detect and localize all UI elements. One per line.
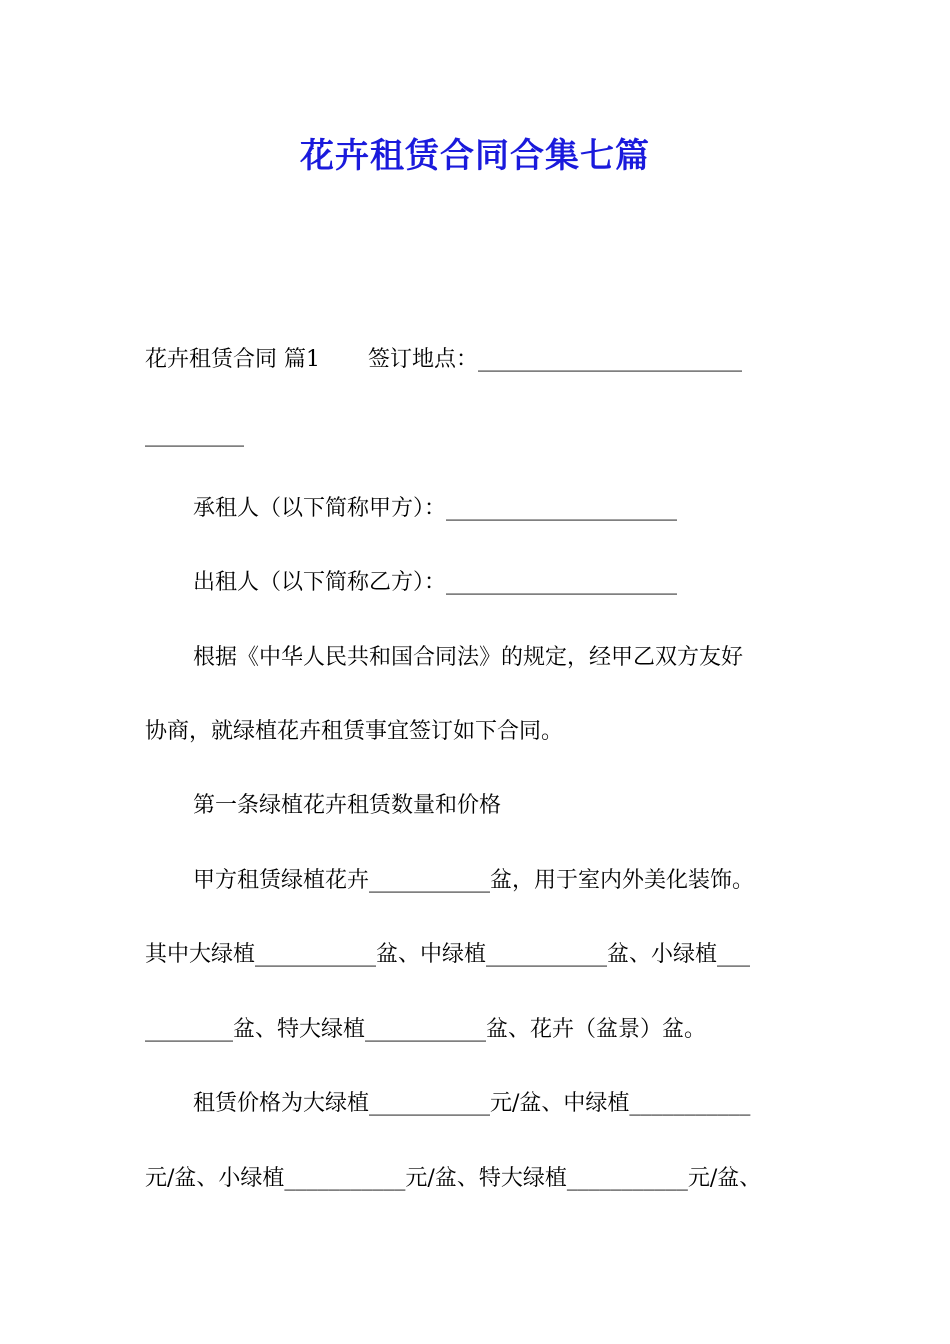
paragraph-line: 甲方租赁绿植花卉___________盆，用于室内外美化装饰。 (193, 868, 755, 893)
signing-place-field: 签订地点：________________________ (368, 347, 743, 372)
contract-heading-line (145, 345, 742, 375)
signing-place-continuation: _________ (145, 422, 244, 447)
lessor-field: 出租人（以下简称乙方）：_____________________ (193, 570, 678, 595)
paragraph-line: ________盆、特大绿植___________盆、花卉（盆景）盆。 (145, 1017, 707, 1042)
paragraph-line: 根据《中华人民共和国合同法》的规定，经甲乙双方友好 (193, 645, 744, 670)
contract-section-label: 花卉租赁合同 篇1 (145, 347, 320, 372)
lessee-field: 承租人（以下简称甲方）：_____________________ (193, 496, 678, 521)
paragraph-line: 租赁价格为大绿植___________元/盆、中绿植___________ (193, 1091, 751, 1116)
article-heading: 第一条绿植花卉租赁数量和价格 (193, 793, 502, 818)
paragraph-line: 协商，就绿植花卉租赁事宜签订如下合同。 (145, 719, 564, 744)
paragraph-line: 元/盆、小绿植___________元/盆、特大绿植___________元/盆、 (145, 1166, 762, 1191)
paragraph-line: 其中大绿植___________盆、中绿植___________盆、小绿植___ (145, 942, 751, 967)
document-title: 花卉租赁合同合集七篇 (300, 136, 650, 176)
